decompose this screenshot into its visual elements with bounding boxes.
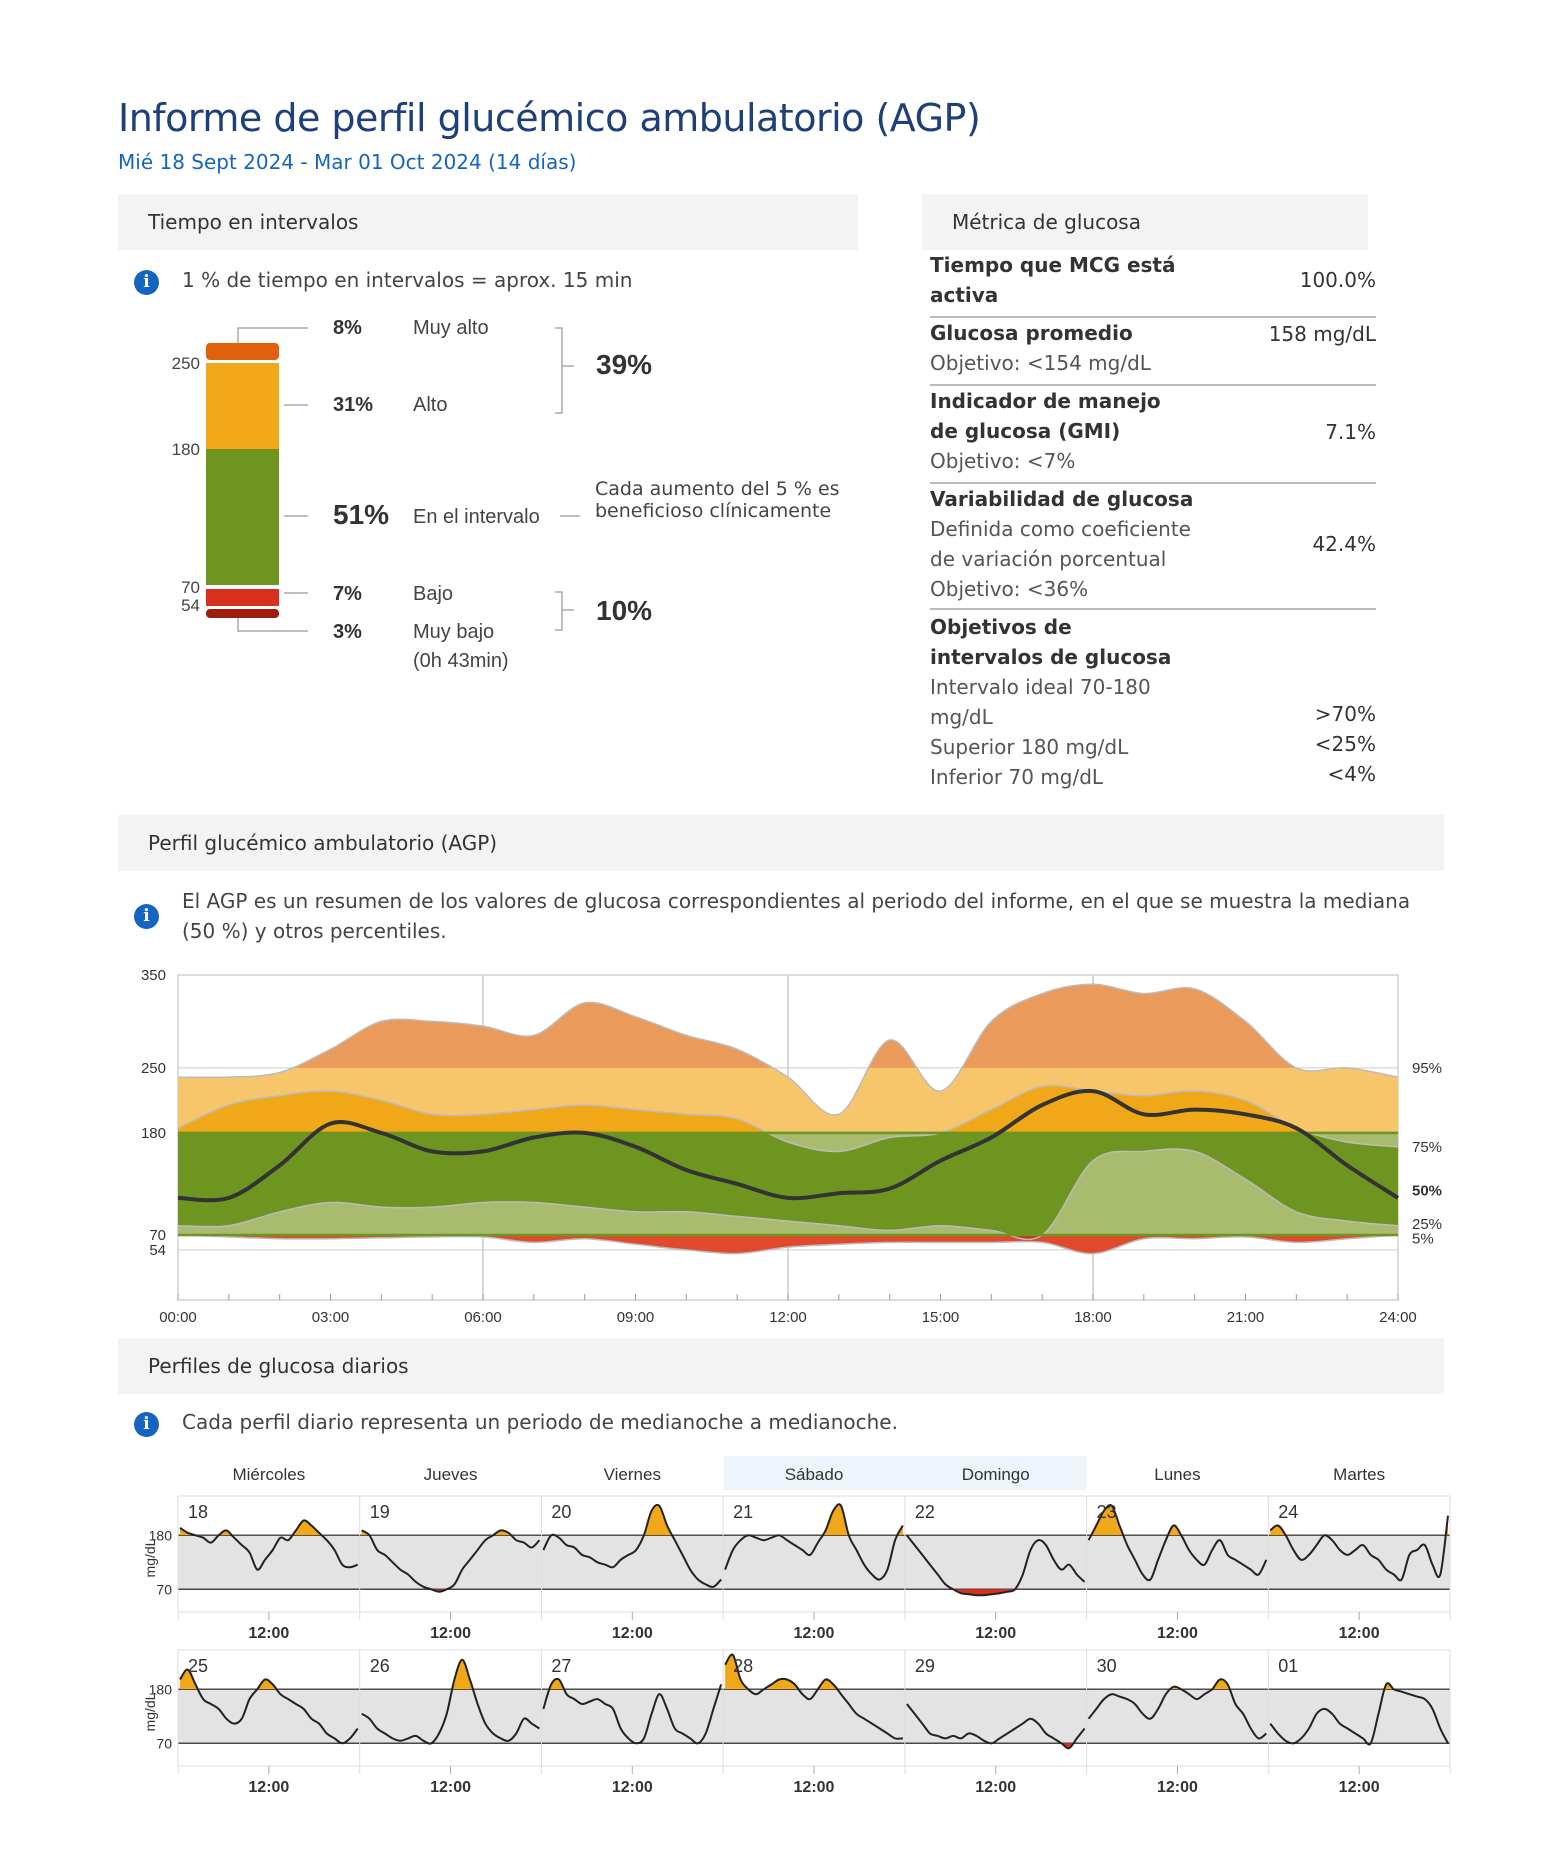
tir-axis-70: 70	[181, 578, 200, 597]
weekday-label: Jueves	[423, 1465, 478, 1484]
metric-avg-glucose-target: Objetivo: <154 mg/dL	[930, 351, 1151, 375]
target-upper-value: <25%	[1314, 732, 1376, 756]
daily-ylabel: mg/dL	[142, 1692, 158, 1732]
daily-xtick-label: 12:00	[975, 1625, 1017, 1642]
daily-xtick-label: 12:00	[793, 1625, 835, 1642]
agp-ytick-label: 250	[140, 1059, 166, 1077]
agp-chart	[118, 960, 1448, 1330]
target-lower-label: Inferior 70 mg/dL	[930, 765, 1104, 789]
tir-very-high-label: Muy alto	[413, 317, 489, 339]
weekday-label: Miércoles	[232, 1465, 306, 1484]
daily-xtick-label: 12:00	[1338, 1625, 1380, 1642]
tir-very-high-pct: 8%	[333, 317, 362, 339]
daily-xtick-label: 12:00	[611, 1625, 653, 1642]
section-header-time-in-range: Tiempo en intervalos	[118, 194, 858, 250]
daily-xtick-label: 12:00	[793, 1779, 835, 1796]
tir-note: 1 % de tiempo en intervalos = aprox. 15 min	[182, 268, 633, 292]
daily-date-label: 18	[188, 1502, 209, 1522]
daily-ytick-70: 70	[156, 1581, 172, 1598]
daily-profiles-chart	[118, 1450, 1454, 1850]
metric-gmi-label: Indicador de manejo de glucosa (GMI)	[930, 389, 1161, 443]
tir-high-label: Alto	[413, 394, 448, 416]
daily-date-label: 26	[369, 1656, 390, 1676]
metric-targets-label: Objetivos de intervalos de glucosa	[930, 615, 1172, 669]
weekday-label: Martes	[1333, 1465, 1386, 1484]
metric-gmi-value: 7.1%	[1325, 420, 1376, 444]
daily-date-label: 28	[733, 1656, 754, 1676]
agp-ytick-label: 54	[149, 1241, 166, 1259]
daily-note: Cada perfil diario representa un periodo de medianoche a medianoche.	[182, 1410, 898, 1434]
tir-axis-54: 54	[181, 596, 200, 615]
target-upper-label: Superior 180 mg/dL	[930, 735, 1129, 759]
info-icon: i	[134, 270, 159, 295]
tir-low-pct: 7%	[333, 583, 362, 605]
agp-ytick-label: 180	[140, 1124, 166, 1142]
daily-xtick-label: 12:00	[975, 1779, 1017, 1796]
tir-low-label: Bajo	[413, 583, 454, 605]
agp-legend-label: 75%	[1412, 1138, 1443, 1156]
agp-xtick-label: 24:00	[1379, 1309, 1417, 1326]
weekday-label: Domingo	[961, 1465, 1030, 1484]
daily-xtick-label: 12:00	[248, 1779, 290, 1796]
daily-xtick-label: 12:00	[248, 1625, 290, 1642]
metric-cgm-active-value: 100.0%	[1299, 268, 1376, 292]
agp-xtick-label: 03:00	[311, 1309, 350, 1326]
agp-xtick-label: 18:00	[1074, 1309, 1112, 1326]
tir-benefit-note: Cada aumento del 5 % es beneficioso clínicamente	[595, 478, 840, 522]
section-header-glucose-metrics: Métrica de glucosa	[922, 194, 1368, 250]
agp-legend-label: 25%	[1412, 1215, 1443, 1233]
date-range: Mié 18 Sept 2024 - Mar 01 Oct 2024 (14 días)	[118, 150, 577, 174]
weekday-label: Lunes	[1154, 1465, 1201, 1484]
tir-very-low-duration: (0h 43min)	[413, 650, 509, 672]
daily-xtick-label: 12:00	[430, 1625, 472, 1642]
tir-very-high-segment	[206, 343, 279, 360]
tir-axis-250: 250	[171, 354, 200, 373]
daily-date-label: 23	[1096, 1502, 1117, 1522]
metric-variability	[930, 484, 1376, 610]
target-lower-value: <4%	[1327, 762, 1376, 786]
tir-high-segment	[206, 363, 279, 455]
daily-xtick-label: 12:00	[430, 1779, 472, 1796]
metric-avg-glucose-value: 158 mg/dL	[1268, 322, 1376, 346]
daily-ytick-180: 180	[148, 1527, 172, 1544]
daily-date-label: 25	[188, 1656, 209, 1676]
agp-xtick-label: 06:00	[464, 1309, 502, 1326]
daily-target-band	[178, 1689, 1450, 1743]
section-header-daily: Perfiles de glucosa diarios	[118, 1338, 1444, 1394]
metric-variability-label: Variabilidad de glucosa	[930, 487, 1194, 511]
tir-high-pct: 31%	[333, 394, 374, 416]
agp-xtick-label: 21:00	[1226, 1309, 1265, 1326]
info-icon: i	[134, 904, 159, 929]
daily-date-label: 01	[1278, 1656, 1299, 1676]
agp-ytick-label: 350	[140, 967, 166, 984]
tir-low-segment	[206, 589, 279, 606]
info-icon: i	[134, 1412, 159, 1437]
metric-avg-glucose	[930, 318, 1376, 386]
agp-legend-label: 5%	[1412, 1230, 1434, 1248]
agp-legend-label: 95%	[1412, 1059, 1443, 1077]
page-title: Informe de perfil glucémico ambulatorio (AGP)	[118, 96, 981, 140]
daily-xtick-label: 12:00	[1156, 1779, 1198, 1796]
agp-xtick-label: 15:00	[921, 1309, 960, 1326]
target-ideal-label: Intervalo ideal 70-180 mg/dL	[930, 675, 1151, 729]
tir-very-low-pct: 3%	[333, 621, 362, 643]
metric-variability-value: 42.4%	[1312, 532, 1376, 556]
daily-date-label: 22	[914, 1502, 935, 1522]
daily-date-label: 24	[1278, 1502, 1299, 1522]
metric-avg-glucose-label: Glucosa promedio	[930, 321, 1133, 345]
tir-in-range-pct: 51%	[333, 499, 390, 530]
metric-gmi	[930, 386, 1376, 484]
daily-ylabel: mg/dL	[142, 1538, 158, 1578]
metric-variability-target: Objetivo: <36%	[930, 577, 1089, 601]
tir-very-low-label: Muy bajo	[413, 621, 495, 643]
tir-high-total: 39%	[596, 349, 653, 380]
daily-xtick-label: 12:00	[611, 1779, 653, 1796]
metric-cgm-active-label: Tiempo que MCG está activa	[930, 253, 1176, 307]
weekend-header-highlight	[723, 1456, 1086, 1490]
agp-xtick-label: 09:00	[616, 1309, 655, 1326]
metric-cgm-active	[930, 250, 1376, 318]
tir-very-low-segment	[206, 609, 279, 618]
daily-target-band	[178, 1535, 1450, 1589]
daily-date-label: 19	[369, 1502, 390, 1522]
agp-xtick-label: 12:00	[769, 1309, 807, 1326]
weekday-label: Viernes	[603, 1465, 661, 1484]
agp-note: El AGP es un resumen de los valores de glucosa correspondientes al periodo del informe, en el que se muestra la mediana (50 %) y otros percentiles.	[182, 889, 1411, 943]
daily-date-label: 21	[733, 1502, 754, 1522]
daily-ytick-70: 70	[156, 1735, 172, 1752]
daily-date-label: 27	[551, 1656, 572, 1676]
daily-xtick-label: 12:00	[1338, 1779, 1380, 1796]
tir-low-total: 10%	[596, 595, 653, 626]
agp-ytick-label: 70	[149, 1227, 166, 1244]
daily-ytick-180: 180	[148, 1681, 172, 1698]
daily-xtick-label: 12:00	[1156, 1625, 1198, 1642]
daily-date-label: 29	[914, 1656, 935, 1676]
agp-xtick-label: 00:00	[159, 1309, 197, 1326]
daily-date-label: 20	[551, 1502, 572, 1522]
target-ideal-value: >70%	[1314, 702, 1376, 726]
metric-targets	[930, 612, 1376, 792]
metric-gmi-target: Objetivo: <7%	[930, 449, 1076, 473]
metric-variability-definition: Definida como coeficiente de variación porcentual	[930, 517, 1191, 571]
weekday-label: Sábado	[784, 1465, 844, 1484]
tir-in-range-label: En el intervalo	[413, 506, 540, 528]
tir-axis-180: 180	[171, 440, 200, 459]
section-header-agp: Perfil glucémico ambulatorio (AGP)	[118, 815, 1444, 871]
daily-date-label: 30	[1096, 1656, 1117, 1676]
agp-legend-label: 50%	[1412, 1182, 1443, 1200]
